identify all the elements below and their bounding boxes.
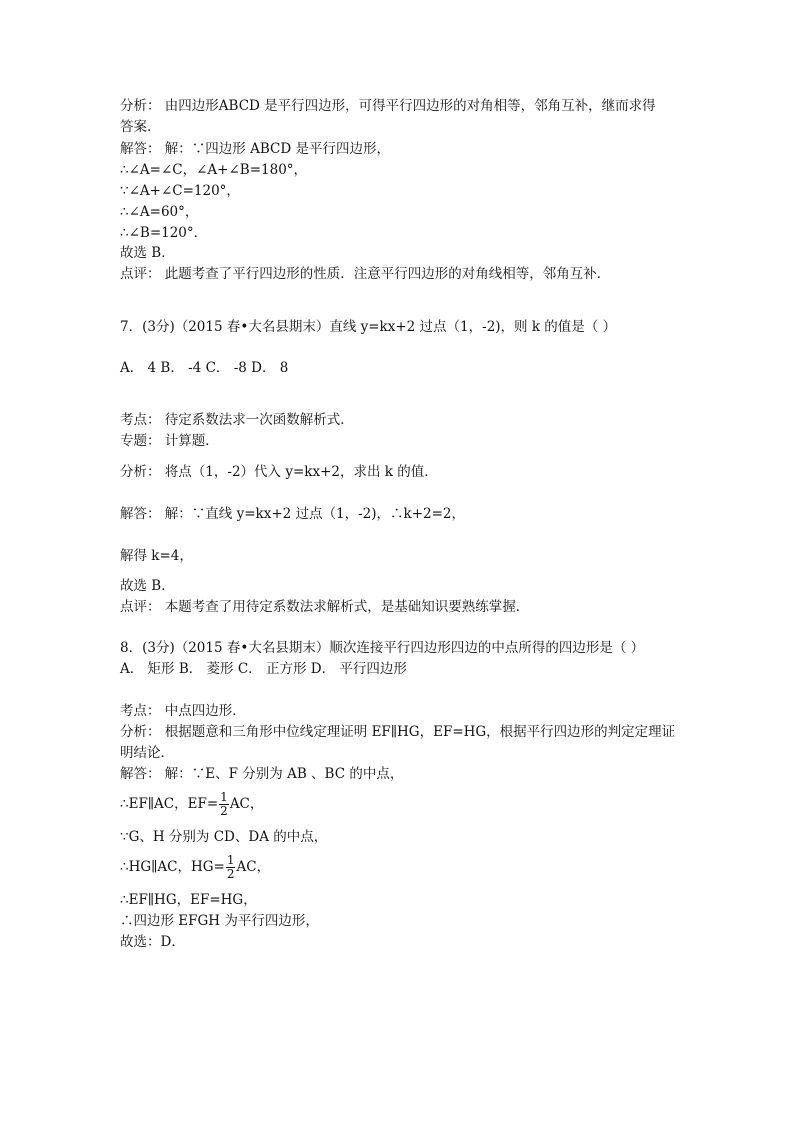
text-line: ∴四边形 EFGH 为平行四边形， [120, 913, 319, 929]
text-line: 故选 B． [120, 245, 175, 261]
text-line: ∴∠B=120°． [120, 225, 208, 241]
text-line: 专题： 计算题． [120, 433, 219, 449]
fraction-denominator: 2 [226, 867, 235, 881]
text-line: 故选 B． [120, 578, 175, 594]
text-line: ∵G、H 分别为 CD、DA 的中点， [120, 829, 328, 845]
formula-text: AC， [236, 859, 271, 875]
text-line: ∴EF∥HG，EF=HG， [120, 892, 257, 908]
text-line: 答案． [120, 119, 161, 135]
text-line: A． 矩形 B． 菱形 C． 正方形 D． 平行四边形 [120, 661, 407, 677]
fraction-denominator: 2 [220, 804, 228, 818]
formula-line [120, 852, 270, 882]
fraction [226, 854, 236, 881]
fraction-numerator: 1 [226, 853, 235, 867]
text-line: 7．(3分)（2015 春•大名县期末）直线 y=kx+2 过点（1，-2)，则 k 的值是（ ） [120, 319, 617, 335]
text-line: ∴∠A=∠C，∠A+∠B=180°， [120, 162, 308, 178]
text-line: ∵∠A+∠C=120°， [120, 183, 240, 199]
text-line: 考点： 待定系数法求一次函数解析式． [120, 412, 354, 428]
fraction-numerator: 1 [220, 790, 228, 804]
text-line: 明结论． [120, 745, 174, 761]
text-line: 考点： 中点四边形． [120, 703, 246, 719]
text-line: A． 4 B． -4 C． -8 D． 8 [120, 360, 289, 376]
formula-line [120, 789, 263, 819]
text-line: 分析： 将点（1，-2）代入 y=kx+2，求出 k 的值． [120, 464, 438, 480]
text-line: 解答： 解：∵四边形 ABCD 是平行四边形， [120, 141, 390, 157]
formula-text: ∴HG∥AC，HG= [120, 859, 225, 875]
text-line: 8．(3分)（2015 春•大名县期末）顺次连接平行四边形四边的中点所得的四边形是（ ） [120, 640, 645, 656]
text-line: 解答： 解：∵E、F 分别为 AB 、BC 的中点， [120, 766, 404, 782]
text-line: ∴∠A=60°， [120, 204, 199, 220]
text-line: 点评： 此题考查了平行四边形的性质．注意平行四边形的对角线相等，邻角互补． [120, 266, 611, 282]
text-line: 解答： 解：∵直线 y=kx+2 过点（1，-2)，∴k+2=2， [120, 506, 465, 522]
text-line: 故选：D． [120, 934, 185, 950]
formula-text: AC， [229, 796, 264, 812]
formula-text: ∴EF∥AC，EF= [120, 796, 219, 812]
text-line: 分析： 由四边形ABCD 是平行四边形，可得平行四边形的对角相等，邻角互补，继而求得 [120, 98, 656, 114]
text-line: 分析： 根据题意和三角形中位线定理证明 EF∥HG，EF=HG，根据平行四边形的判定定理证 [120, 724, 676, 740]
fraction [219, 791, 229, 818]
text-line: 点评： 本题考查了用待定系数法求解析式，是基础知识要熟练掌握． [120, 599, 530, 615]
text-line: 解得 k=4， [120, 548, 193, 564]
